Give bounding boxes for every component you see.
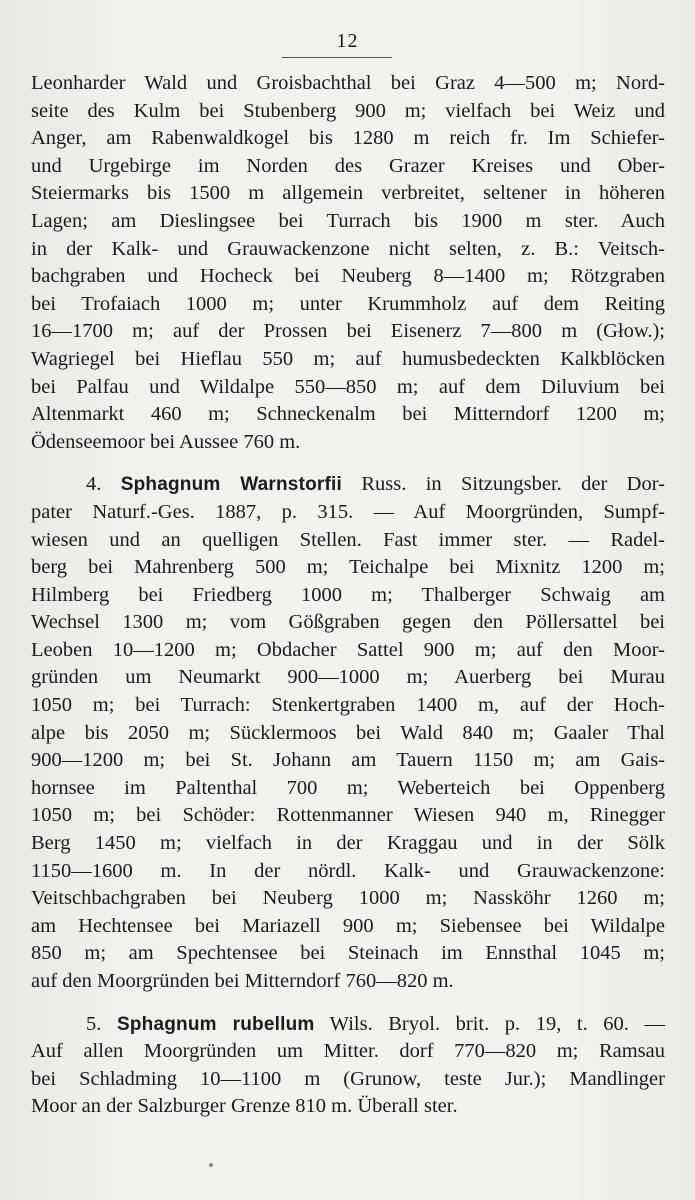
body-text bbox=[31, 70, 665, 1121]
text-line: hornsee im Paltenthal 700 m; Weberteich bei Oppenberg bbox=[31, 776, 665, 799]
species-heading-line bbox=[31, 471, 665, 499]
text-line: Wagriegel bei Hieflau 550 m; auf humusbedeckten Kalkblöcken bbox=[31, 347, 665, 370]
text-line: Moor an der Salzburger Grenze 810 m. Überall ster. bbox=[31, 1095, 458, 1118]
text-line: Leonharder Wald und Groisbachthal bei Graz 4—500 m; Nord- bbox=[31, 72, 665, 94]
paragraph-gap bbox=[31, 456, 665, 471]
text-line: berg bei Mahrenberg 500 m; Teichalpe bei Mixnitz 1200 m; bbox=[31, 556, 665, 579]
text-line: Leoben 10—1200 m; Obdacher Sattel 900 m; auf den Moor- bbox=[31, 638, 665, 661]
text-line: 1050 m; bei Turrach: Stenkertgraben 1400 m, auf der Hoch- bbox=[31, 694, 665, 717]
text-line: 850 m; am Spechtensee bei Steinach im Ennsthal 1045 m; bbox=[31, 942, 665, 965]
header-rule bbox=[282, 57, 392, 58]
text-line: gründen um Neumarkt 900—1000 m; Auerberg bei Murau bbox=[31, 666, 665, 689]
text-line: und Urgebirge im Norden des Grazer Kreises und Ober- bbox=[31, 154, 665, 177]
text-line: auf den Moorgründen bei Mitterndorf 760—820 m. bbox=[31, 970, 454, 992]
text-line: Wechsel 1300 m; vom Gößgraben gegen den Pöllersattel bei bbox=[31, 611, 665, 634]
species-number: 4. bbox=[86, 473, 102, 496]
text-line: Auf allen Moorgründen um Mitter. dorf 770—820 m; Ramsau bbox=[31, 1040, 665, 1063]
page-number: 12 bbox=[336, 30, 359, 52]
species-number: 5. bbox=[86, 1012, 102, 1035]
text-line: bachgraben und Hocheck bei Neuberg 8—1400 m; Rötzgraben bbox=[31, 265, 665, 288]
text-line: Altenmarkt 460 m; Schneckenalm bei Mitterndorf 1200 m; bbox=[31, 403, 665, 426]
species-name: Sphagnum Warnstorfii bbox=[120, 474, 342, 496]
text-line: 16—1700 m; auf der Prossen bei Eisenerz 7—800 m (Głow.); bbox=[31, 320, 665, 343]
text-line: am Hechtensee bei Mariazell 900 m; Siebensee bei Wildalpe bbox=[31, 914, 665, 937]
ink-speck bbox=[209, 1163, 213, 1167]
species-citation: Wils. Bryol. brit. p. 19, t. 60. — bbox=[329, 1012, 666, 1035]
text-line: 1150—1600 m. In der nördl. Kalk- und Grauwackenzone: bbox=[31, 859, 665, 882]
species-heading-line bbox=[31, 1011, 665, 1039]
paragraph-continuation bbox=[31, 70, 665, 456]
species-entry-5 bbox=[31, 1011, 665, 1121]
species-citation: Russ. in Sitzungsber. der Dor- bbox=[361, 473, 665, 496]
text-line: seite des Kulm bei Stubenberg 900 m; vielfach bei Weiz und bbox=[31, 99, 665, 122]
text-line: alpe bis 2050 m; Sücklermoos bei Wald 840 m; Gaaler Thal bbox=[31, 721, 665, 744]
text-line: bei Palfau und Wildalpe 550—850 m; auf dem Diluvium bei bbox=[31, 375, 665, 398]
text-line: pater Naturf.-Ges. 1887, p. 315. — Auf Moorgründen, Sumpf- bbox=[31, 500, 665, 523]
text-line: Anger, am Rabenwaldkogel bis 1280 m reich fr. Im Schiefer- bbox=[31, 127, 665, 150]
text-line: bei Schladming 10—1100 m (Grunow, teste Jur.); Mandlinger bbox=[31, 1067, 665, 1090]
text-line: Steiermarks bis 1500 m allgemein verbreitet, seltener in höheren bbox=[31, 182, 665, 205]
text-line: Veitschbachgraben bei Neuberg 1000 m; Nassköhr 1260 m; bbox=[31, 887, 665, 910]
text-line: Hilmberg bei Friedberg 1000 m; Thalberger Schwaig am bbox=[31, 583, 665, 606]
text-line: Ödenseemoor bei Aussee 760 m. bbox=[31, 430, 301, 453]
species-name: Sphagnum rubellum bbox=[116, 1013, 315, 1035]
text-line: bei Trofaiach 1000 m; unter Krummholz auf dem Reiting bbox=[31, 292, 665, 315]
species-entry-4 bbox=[31, 471, 665, 995]
text-line: Berg 1450 m; vielfach in der Kraggau und in der Sölk bbox=[31, 832, 665, 855]
paragraph-gap bbox=[31, 996, 665, 1011]
text-line: 1050 m; bei Schöder: Rottenmanner Wiesen 940 m, Rinegger bbox=[31, 804, 665, 827]
text-line: in der Kalk- und Grauwackenzone nicht selten, z. B.: Veitsch- bbox=[31, 237, 665, 260]
text-line: 900—1200 m; bei St. Johann am Tauern 1150 m; am Gais- bbox=[31, 749, 665, 772]
text-line: Lagen; am Dieslingsee bei Turrach bis 1900 m ster. Auch bbox=[31, 209, 665, 232]
text-line: wiesen und an quelligen Stellen. Fast immer ster. — Radel- bbox=[31, 528, 665, 551]
